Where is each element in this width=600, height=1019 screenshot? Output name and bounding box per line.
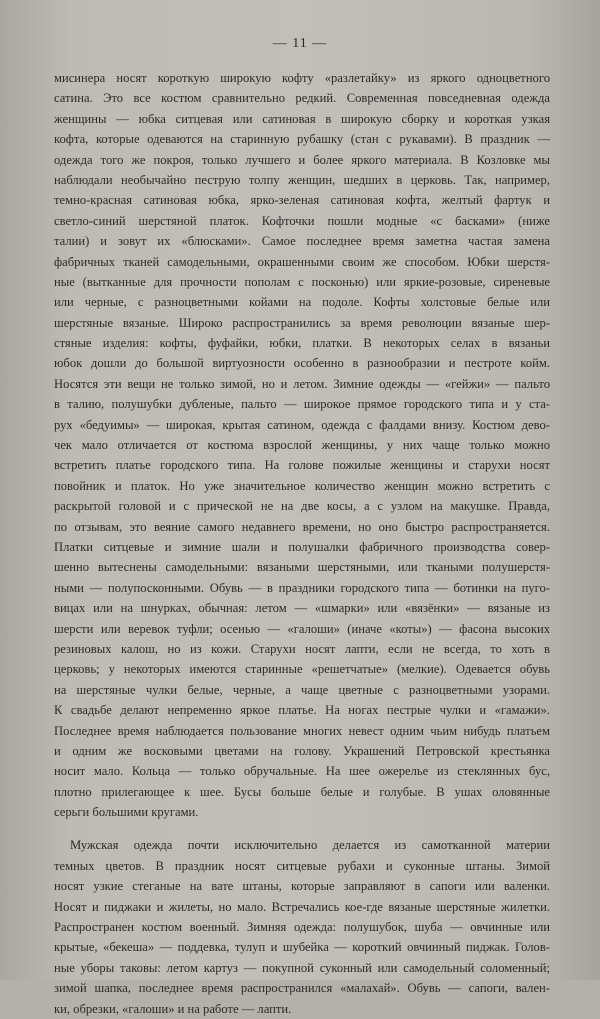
text-line: Распространен костюм военный. Зимняя одежда: полушубок, шуба — овчинные или (54, 920, 550, 935)
text-line: ные (вытканные для прочности пополам с посконью) или яркие-розовые, сиреневые (54, 274, 550, 289)
text-line: Последнее время наблюдается пользование многих невест одним чьим нибудь платьем (54, 723, 550, 738)
text-line: носят узкие стеганые на вате штаны, которые заправляют в сапоги или валенки. (54, 879, 550, 894)
text-line: резиновых калош, но из кожи. Старухи носят лапти, если не всегда, то хоть в (54, 641, 550, 656)
text-line: раскрытой головой и с прической не на две косы, а с узлом на макушке. Правда, (54, 499, 550, 514)
text-line: серьги большими кругами. (54, 805, 199, 820)
text-line: одежда того же покроя, только лучшего и более яркого материала. В Козловке мы (54, 152, 550, 167)
text-line: встретить платье городского типа. На голове пожилые женщины и старухи носят (54, 458, 550, 473)
text-line: юбок дошли до большой виртуозности особенно в разнообразии и пестроте койм. (54, 356, 550, 371)
text-line: стяные изделия: кофты, фуфайки, юбки, платки. В некоторых селах в вязаньи (54, 336, 550, 351)
text-line: зимой шапка, последнее время распространился «малахай». Обувь — сапоги, вален- (54, 981, 550, 996)
text-line: кофта, которые одеваются на старинную рубашку (стан с рукавами). В праздник — (54, 132, 550, 147)
text-line: Носятся эти вещи не только зимой, но и летом. Зимние одежды — «гейжи» — пальто (54, 376, 550, 391)
text-line: Платки ситцевые и зимние шали и полушалки фабричного производства совер- (54, 539, 550, 554)
text-line: вицах или на шнурках, обычная: летом — «шмарки» или «вязёнки» — вязаные из (54, 601, 550, 616)
text-line: темных цветов. В праздник носят ситцевые рубахи и суконные штаны. Зимой (54, 858, 550, 873)
text-line: церковь; у некоторых имеются старинные «решетчатые» (мелкие). Одевается обувь (54, 662, 550, 677)
text-line: К свадьбе делают непременно яркое платье. На ногах пестрые чулки и «гамажи». (54, 703, 550, 718)
page-number: — 11 — (272, 36, 328, 51)
text-line: Носят и пиджаки и жилеты, но мало. Встречались кое-где вязаные шерстяные жилетки. (54, 899, 550, 914)
text-line: ными — полупосконными. Обувь — в праздники городского типа — ботинки на пуго- (54, 580, 550, 595)
paragraph (54, 835, 550, 1019)
text-line: шерстяные вязаные. Широко распространились за время революции вязаные шер- (54, 315, 550, 330)
text-line: и одним же восковыми цветами на голову. Украшений Петровской крестьянка (54, 743, 550, 758)
text-line: на шерстяные чулки белые, черные, а чаще цветные с разноцветными узорами. (54, 682, 550, 697)
text-line: или черные, с разноцветными койами на подоле. Кофты холстовые белые или (54, 295, 550, 310)
text-line: сатина. Это все костюм сравнительно редкий. Современная повседневная одежда (54, 91, 550, 106)
text-line: шенно вытеснены самодельными: вязаными шерстяными, или ткаными полушерстя- (54, 560, 550, 575)
text-line: ки, обрезки, «галоши» и на работе — лапти. (54, 1001, 292, 1016)
text-line: мисинера носят короткую широкую кофту «разлетайку» из яркого одноцветного (54, 71, 550, 85)
text-line: по отзывам, это веяние самого недавнего времени, но оно быстро распространяется. (54, 519, 550, 534)
text-line: наблюдали необычайно пеструю толпу женщин, шедших в церковь. Так, например, (54, 172, 550, 187)
text-line: ные уборы таковы: летом картуз — покупной суконный или самодельный соломенный; (54, 960, 550, 975)
text-line: повойник и платок. Но уже значительное количество женщин можно встретить с (54, 478, 550, 493)
text-line: Мужская одежда почти исключительно делается из самотканной материи (70, 838, 550, 853)
text-line: плотно прилегающее к шее. Бусы больше белые и голубые. В ушах оловянные (54, 784, 550, 799)
text-body (54, 68, 550, 1019)
text-line: женщины — юбка ситцевая или сатиновая в широкую сборку и короткая узкая (54, 111, 550, 126)
text-line: талии) и зовут их «блюсками». Самое последнее время заметна частая замена (54, 234, 550, 249)
text-line: рух «бедуимы» — широкая, крытая сатином, одежда с фалдами внизу. Костюм дево- (54, 417, 550, 432)
text-line: носит мало. Кольца — только обручальные. На шее ожерелье из стеклянных бус, (54, 764, 550, 779)
text-line: крытые, «бекеша» — поддевка, тулуп и шубейка — короткий овчинный пиджак. Голов- (54, 940, 550, 955)
text-line: в талию, полушубки дубленые, пальто — широкое прямое городского типа и у ста- (54, 397, 550, 412)
text-line: светло-синий шерстяной платок. Кофточки пошли модные «с басками» (ниже (54, 213, 550, 228)
text-line: шерсти или веревок туфли; осенью — «галоши» (иначе «коты») — фасона высоких (54, 621, 550, 636)
text-line: фабричных тканей самодельными, окрашенными своим же способом. Юбки шерстя- (54, 254, 550, 269)
paragraph (54, 68, 550, 822)
text-line: чек мало отличается от костюма взрослой женщины, у них чаще только можно (54, 438, 550, 453)
text-line: темно-красная сатиновая юбка, ярко-зеленая сатиновая кофта, желтый фартук и (54, 193, 550, 208)
